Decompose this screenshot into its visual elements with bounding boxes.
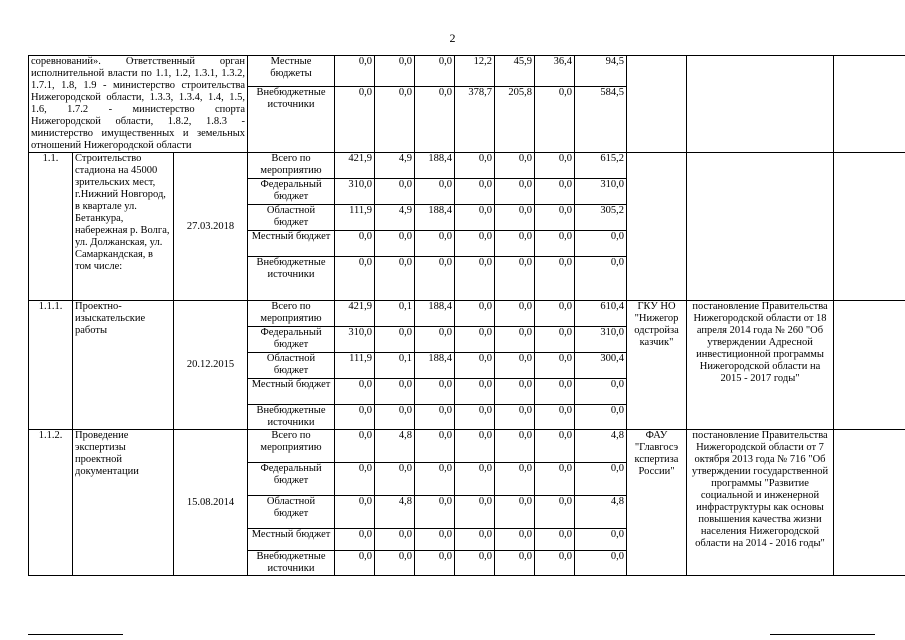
value-cell: 0,0 <box>415 405 455 430</box>
item-number: 1.1. <box>29 153 73 301</box>
value-cell: 0,0 <box>375 405 415 430</box>
value-cell: 0,0 <box>415 87 455 153</box>
value-cell: 615,2 <box>575 153 627 179</box>
item-name: Проектно-изыскательские работы <box>73 301 174 430</box>
value-cell: 0,0 <box>575 231 627 257</box>
value-cell: 0,0 <box>335 463 375 496</box>
footer-line <box>770 634 875 635</box>
continuation-text: соревнований». Ответственный орган исполнительной власти по 1.1, 1.2, 1.3.1, 1.3.2, 1.7.1, 1.8, 1.9 - министерство строительства Нижегородской области, 1.3.3, 1.3.4, 1.4, 1.5, 1.6, 1.7.2 - министерство спорта Нижегородской области, 1.8.2, 1.8.3 - министерство имущественных и земельных отношений Нижегородской области <box>29 56 248 153</box>
value-cell: 0,0 <box>415 463 455 496</box>
value-cell: 0,0 <box>455 379 495 405</box>
empty-cell <box>834 56 905 153</box>
value-cell: 0,0 <box>495 301 535 327</box>
value-cell: 0,0 <box>335 405 375 430</box>
value-cell: 0,0 <box>535 379 575 405</box>
empty-cell <box>834 301 905 430</box>
item-number: 1.1.1. <box>29 301 73 430</box>
value-cell: 0,0 <box>455 327 495 353</box>
value-cell: 0,0 <box>375 56 415 87</box>
value-cell: 36,4 <box>535 56 575 87</box>
value-cell: 0,0 <box>575 551 627 576</box>
page-number: 2 <box>449 31 456 45</box>
executor-cell <box>627 153 687 301</box>
value-cell: 310,0 <box>335 179 375 205</box>
value-cell: 0,0 <box>375 179 415 205</box>
value-cell: 0,0 <box>455 353 495 379</box>
item-number: 1.1.2. <box>29 430 73 576</box>
value-cell: 0,0 <box>575 463 627 496</box>
source-label: Всего по мероприятию <box>248 430 335 463</box>
source-label: Всего по мероприятию <box>248 153 335 179</box>
value-cell: 0,0 <box>495 496 535 529</box>
table-row <box>29 430 905 463</box>
value-cell: 310,0 <box>335 327 375 353</box>
basis-cell: постановление Правительства Нижегородской области от 18 апреля 2014 года № 260 "Об утверждении Адресной инвестиционной программы Нижегородской области на 2015 - 2017 годы" <box>687 301 834 430</box>
value-cell: 0,0 <box>335 430 375 463</box>
value-cell: 0,0 <box>455 205 495 231</box>
value-cell: 0,0 <box>415 179 455 205</box>
value-cell: 421,9 <box>335 153 375 179</box>
value-cell: 0,0 <box>415 257 455 301</box>
value-cell: 0,0 <box>335 87 375 153</box>
executor-cell: ГКУ НО "Нижегор одстройза казчик" <box>627 301 687 430</box>
value-cell: 0,0 <box>335 551 375 576</box>
value-cell: 0,0 <box>535 257 575 301</box>
value-cell: 421,9 <box>335 301 375 327</box>
value-cell: 0,0 <box>495 379 535 405</box>
value-cell: 310,0 <box>575 327 627 353</box>
value-cell: 0,0 <box>535 353 575 379</box>
value-cell: 0,0 <box>535 87 575 153</box>
value-cell: 4,8 <box>375 430 415 463</box>
value-cell: 188,4 <box>415 353 455 379</box>
value-cell: 0,0 <box>455 257 495 301</box>
value-cell: 0,0 <box>455 153 495 179</box>
value-cell: 0,0 <box>455 405 495 430</box>
value-cell: 111,9 <box>335 353 375 379</box>
value-cell: 0,0 <box>495 327 535 353</box>
value-cell: 0,0 <box>375 463 415 496</box>
item-date: 27.03.2018 <box>174 153 248 301</box>
basis-cell <box>687 153 834 301</box>
value-cell: 0,0 <box>535 153 575 179</box>
value-cell: 0,0 <box>495 353 535 379</box>
value-cell: 310,0 <box>575 179 627 205</box>
value-cell: 0,0 <box>335 231 375 257</box>
item-name: Проведение экспертизы проектной документации <box>73 430 174 576</box>
value-cell: 610,4 <box>575 301 627 327</box>
source-label: Местные бюджеты <box>248 56 335 87</box>
value-cell: 4,8 <box>375 496 415 529</box>
table-row <box>29 56 905 87</box>
value-cell: 0,0 <box>335 529 375 551</box>
table-row <box>29 301 905 327</box>
source-label: Федеральный бюджет <box>248 463 335 496</box>
value-cell: 0,0 <box>415 430 455 463</box>
value-cell: 378,7 <box>455 87 495 153</box>
source-label: Местный бюджет <box>248 379 335 405</box>
value-cell: 0,0 <box>575 257 627 301</box>
value-cell: 0,0 <box>535 327 575 353</box>
value-cell: 205,8 <box>495 87 535 153</box>
value-cell: 300,4 <box>575 353 627 379</box>
value-cell: 0,0 <box>375 529 415 551</box>
value-cell: 0,0 <box>375 551 415 576</box>
value-cell: 584,5 <box>575 87 627 153</box>
value-cell: 188,4 <box>415 153 455 179</box>
value-cell: 0,0 <box>455 496 495 529</box>
value-cell: 0,0 <box>335 257 375 301</box>
value-cell: 0,0 <box>375 87 415 153</box>
executor-cell <box>627 56 687 153</box>
basis-cell <box>687 56 834 153</box>
value-cell: 0,0 <box>575 529 627 551</box>
value-cell: 0,0 <box>455 301 495 327</box>
value-cell: 0,0 <box>415 327 455 353</box>
value-cell: 0,0 <box>535 529 575 551</box>
value-cell: 0,0 <box>495 153 535 179</box>
value-cell: 4,8 <box>575 430 627 463</box>
source-label: Внебюджетные источники <box>248 405 335 430</box>
value-cell: 0,0 <box>415 496 455 529</box>
source-label: Областной бюджет <box>248 353 335 379</box>
value-cell: 0,0 <box>495 529 535 551</box>
item-name: Строительство стадиона на 45000 зрительских мест, г.Нижний Новгород, в квартале ул. Бетанкура, набережная р. Волга, ул. Должанская, ул. Самаркандская, в том числе: <box>73 153 174 301</box>
program-table <box>28 55 905 576</box>
value-cell: 45,9 <box>495 56 535 87</box>
source-label: Местный бюджет <box>248 529 335 551</box>
basis-cell: постановление Правительства Нижегородской области от 7 октября 2013 года № 716 "Об утверждении государственной программы "Развитие социальной и инженерной инфраструктуры как основы повышения качества жизни населения Нижегородской области на 2014 - 2016 годы" <box>687 430 834 576</box>
value-cell: 0,0 <box>535 430 575 463</box>
value-cell: 0,0 <box>455 231 495 257</box>
value-cell: 0,0 <box>335 379 375 405</box>
value-cell: 0,1 <box>375 301 415 327</box>
value-cell: 305,2 <box>575 205 627 231</box>
value-cell: 0,0 <box>495 231 535 257</box>
source-label: Областной бюджет <box>248 205 335 231</box>
value-cell: 0,0 <box>415 379 455 405</box>
value-cell: 0,0 <box>535 463 575 496</box>
value-cell: 0,0 <box>375 379 415 405</box>
value-cell: 0,0 <box>495 205 535 231</box>
value-cell: 4,9 <box>375 153 415 179</box>
value-cell: 0,0 <box>335 56 375 87</box>
value-cell: 188,4 <box>415 205 455 231</box>
value-cell: 0,0 <box>495 179 535 205</box>
source-label: Всего по мероприятию <box>248 301 335 327</box>
value-cell: 0,0 <box>495 405 535 430</box>
value-cell: 0,1 <box>375 353 415 379</box>
value-cell: 4,8 <box>575 496 627 529</box>
value-cell: 0,0 <box>535 496 575 529</box>
value-cell: 0,0 <box>535 231 575 257</box>
item-date: 15.08.2014 <box>174 430 248 576</box>
value-cell: 0,0 <box>535 405 575 430</box>
value-cell: 0,0 <box>575 379 627 405</box>
value-cell: 0,0 <box>495 463 535 496</box>
source-label: Федеральный бюджет <box>248 327 335 353</box>
value-cell: 0,0 <box>375 327 415 353</box>
value-cell: 94,5 <box>575 56 627 87</box>
source-label: Местный бюджет <box>248 231 335 257</box>
value-cell: 0,0 <box>415 529 455 551</box>
value-cell: 0,0 <box>415 231 455 257</box>
source-label: Внебюджетные источники <box>248 257 335 301</box>
empty-cell <box>834 430 905 576</box>
source-label: Областной бюджет <box>248 496 335 529</box>
value-cell: 0,0 <box>415 56 455 87</box>
table-row <box>29 153 905 179</box>
value-cell: 0,0 <box>455 430 495 463</box>
value-cell: 111,9 <box>335 205 375 231</box>
source-label: Внебюджетные источники <box>248 87 335 153</box>
value-cell: 4,9 <box>375 205 415 231</box>
value-cell: 0,0 <box>455 529 495 551</box>
value-cell: 0,0 <box>455 179 495 205</box>
value-cell: 0,0 <box>375 231 415 257</box>
footer-line <box>28 634 123 635</box>
source-label: Внебюджетные источники <box>248 551 335 576</box>
value-cell: 0,0 <box>455 463 495 496</box>
value-cell: 0,0 <box>495 257 535 301</box>
source-label: Федеральный бюджет <box>248 179 335 205</box>
value-cell: 0,0 <box>375 257 415 301</box>
value-cell: 188,4 <box>415 301 455 327</box>
value-cell: 0,0 <box>495 551 535 576</box>
value-cell: 0,0 <box>335 496 375 529</box>
value-cell: 0,0 <box>415 551 455 576</box>
value-cell: 0,0 <box>535 179 575 205</box>
value-cell: 0,0 <box>455 551 495 576</box>
value-cell: 0,0 <box>495 430 535 463</box>
value-cell: 12,2 <box>455 56 495 87</box>
value-cell: 0,0 <box>535 205 575 231</box>
value-cell: 0,0 <box>535 301 575 327</box>
value-cell: 0,0 <box>575 405 627 430</box>
executor-cell: ФАУ "Главгосэ кспертиза России" <box>627 430 687 576</box>
value-cell: 0,0 <box>535 551 575 576</box>
item-date: 20.12.2015 <box>174 301 248 430</box>
empty-cell <box>834 153 905 301</box>
